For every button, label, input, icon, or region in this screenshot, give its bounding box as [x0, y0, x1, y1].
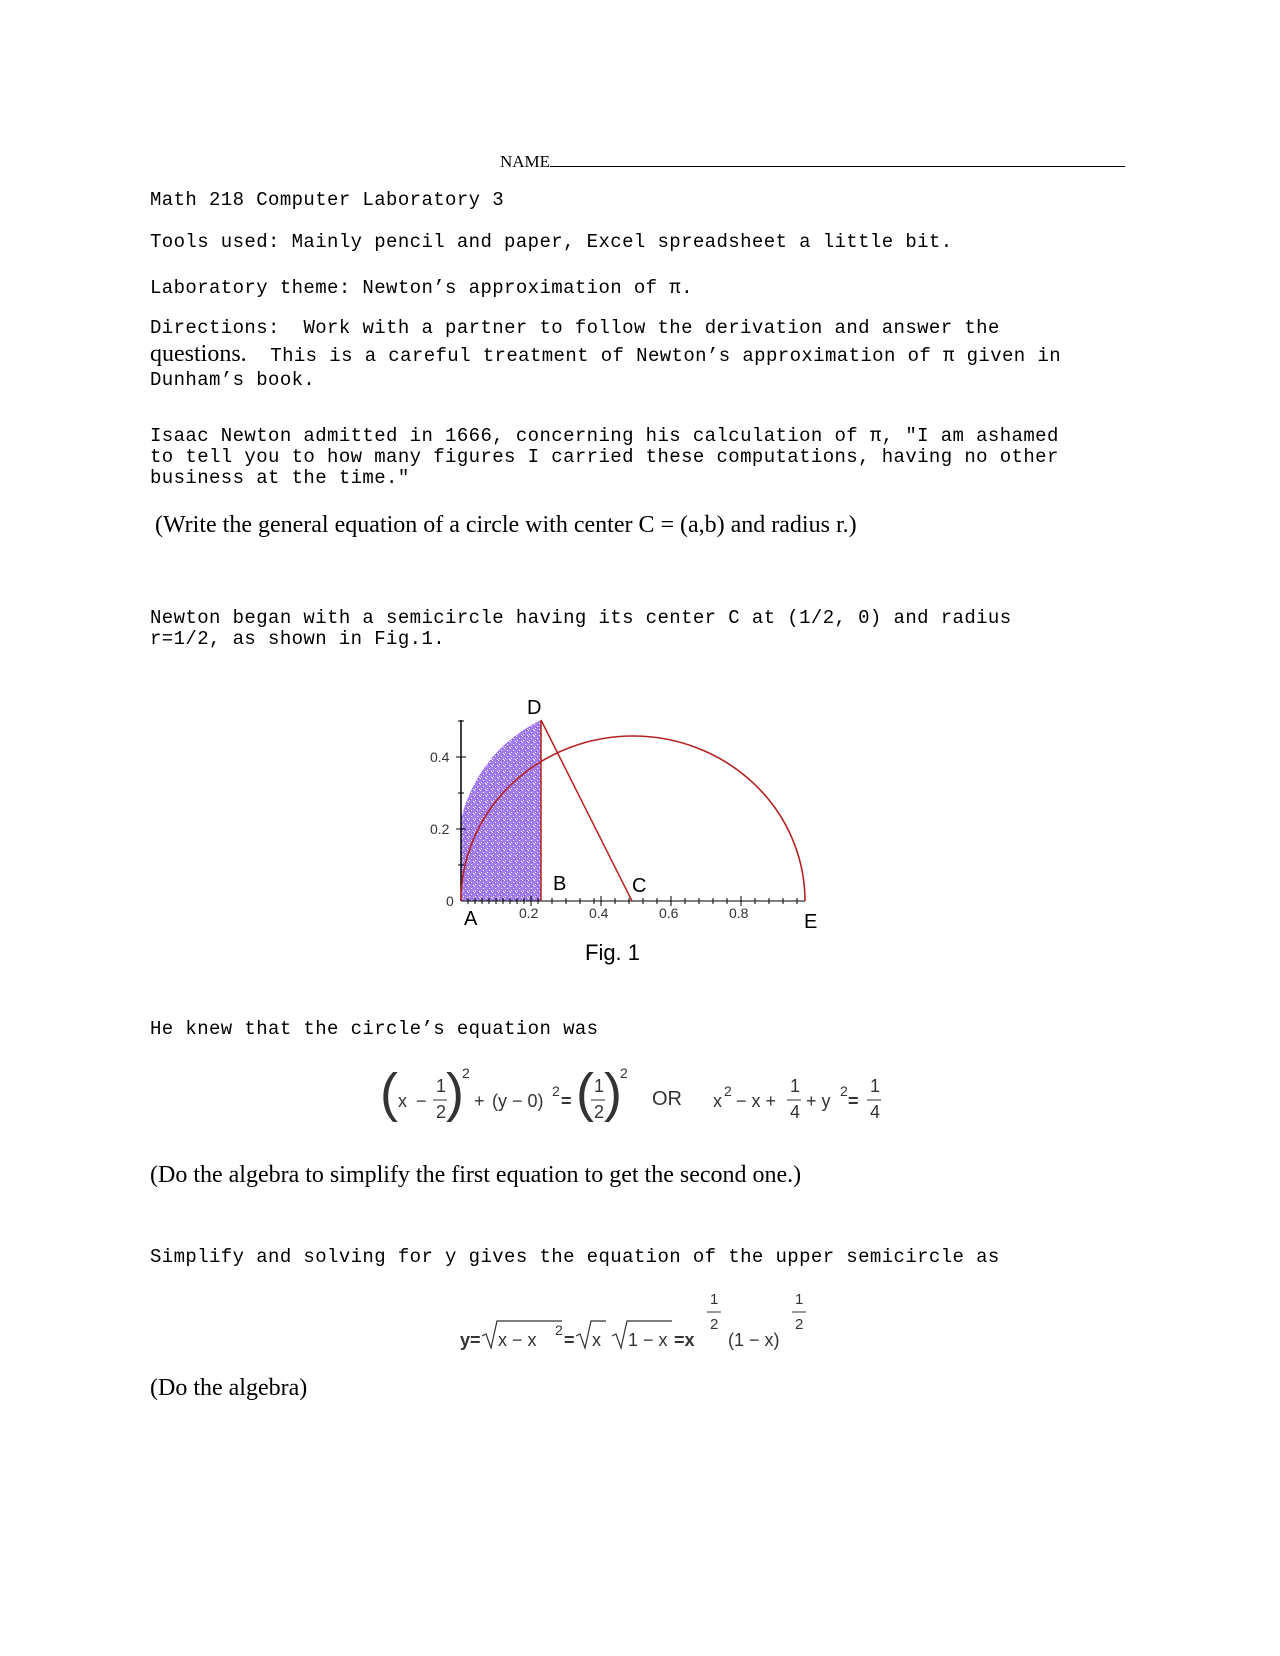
- directions-text1: Work with a partner to follow the derivation and answer the: [303, 317, 1000, 339]
- shaded-region: [461, 720, 541, 901]
- upper-semicircle-intro: Simplify and solving for y gives the equation of the upper semicircle as: [150, 1246, 1000, 1268]
- ueq-paren: (1 − x): [728, 1330, 780, 1350]
- prompt-simplify-first: (Do the algebra to simplify the first equation to get the second one.): [150, 1162, 802, 1188]
- y-tick-label: 0: [446, 893, 454, 909]
- x-tick-label: 0.6: [659, 905, 679, 921]
- figure-1: [420, 700, 840, 980]
- semicircle-intro-line1: Newton began with a semicircle having its center C at (1/2, 0) and radius: [150, 607, 1012, 629]
- tools-line: Tools used: Mainly pencil and paper, Excel spreadsheet a little bit.: [150, 231, 953, 253]
- circle-equation: [380, 1058, 900, 1138]
- eq-frac-num: 1: [870, 1076, 881, 1096]
- name-label: NAME: [500, 152, 551, 171]
- eq-frac-den: 2: [436, 1102, 447, 1122]
- figure-caption: Fig. 1: [585, 940, 641, 965]
- eq-paren-open: (: [576, 1063, 594, 1123]
- y-tick-label: 0.2: [430, 821, 450, 837]
- name-underline[interactable]: [550, 150, 1125, 167]
- eq-frac-num: 1: [436, 1076, 447, 1096]
- theme-line: Laboratory theme: Newton’s approximation of π.: [150, 277, 693, 299]
- eq-exp: 2: [724, 1083, 732, 1099]
- directions-text2: This is a careful treatment of Newton’s approximation of π given in: [270, 345, 1062, 367]
- eq-rhs-plus-y: + y: [806, 1091, 831, 1111]
- questions-word: questions.: [150, 341, 247, 367]
- point-label-b: B: [553, 873, 567, 895]
- point-label-d: D: [527, 700, 542, 719]
- quote-line1: Isaac Newton admitted in 1666, concerning his calculation of π, "I am ashamed: [150, 425, 1059, 447]
- point-label-e: E: [804, 911, 818, 933]
- quote-line3: business at the time.": [150, 467, 410, 489]
- ueq-rad3: 1 − x: [628, 1330, 668, 1350]
- ueq-eq2: =: [564, 1330, 575, 1350]
- semicircle-intro-line2: r=1/2, as shown in Fig.1.: [150, 628, 446, 650]
- upper-semicircle-equation: [460, 1288, 840, 1358]
- eq-exp: 2: [620, 1065, 628, 1081]
- ueq-exp-num: 1: [710, 1291, 719, 1308]
- ueq-exp-den: 2: [795, 1316, 804, 1333]
- ueq-exp-num: 1: [795, 1291, 804, 1308]
- eq-frac-den: 4: [790, 1102, 801, 1122]
- eq-frac-num: 1: [594, 1076, 605, 1096]
- y-tick-label: 0.4: [430, 749, 450, 765]
- eq-paren-open: (: [380, 1063, 398, 1123]
- eq-equals: =: [848, 1091, 859, 1111]
- eq-y-term: (y − 0): [492, 1091, 544, 1111]
- x-tick-label: 0.2: [519, 905, 539, 921]
- sqrt-sign: [576, 1321, 606, 1348]
- eq-rhs-x: x: [713, 1091, 722, 1111]
- directions-label: Directions:: [150, 317, 280, 339]
- eq-frac-den: 2: [594, 1102, 605, 1122]
- circle-eq-intro: He knew that the circle’s equation was: [150, 1018, 599, 1040]
- directions-line2: [150, 341, 1062, 367]
- prompt-circle-equation: (Write the general equation of a circle with center C = (a,b) and radius r.): [155, 512, 857, 538]
- x-tick-label: 0.8: [729, 905, 749, 921]
- eq-x: x: [398, 1091, 407, 1111]
- ueq-rad2: x: [592, 1330, 601, 1350]
- eq-plus: +: [474, 1091, 485, 1111]
- point-label-c: C: [632, 875, 647, 897]
- eq-exp: 2: [840, 1083, 848, 1099]
- eq-frac-den: 4: [870, 1102, 881, 1122]
- course-title: Math 218 Computer Laboratory 3: [150, 189, 505, 211]
- eq-or: OR: [652, 1088, 682, 1110]
- eq-rhs-minus-x: − x +: [736, 1091, 777, 1111]
- eq-paren-close: ): [604, 1063, 622, 1123]
- eq-exp: 2: [552, 1083, 560, 1099]
- eq-equals: =: [561, 1091, 572, 1111]
- directions-line1: [150, 318, 1000, 339]
- eq-minus: −: [416, 1091, 427, 1111]
- prompt-do-algebra: (Do the algebra): [150, 1375, 308, 1401]
- eq-paren-close: ): [446, 1063, 464, 1123]
- name-field[interactable]: [500, 150, 1125, 172]
- eq-frac-num: 1: [790, 1076, 801, 1096]
- x-tick-label: 0.4: [589, 905, 609, 921]
- ueq-eq3: =x: [674, 1330, 695, 1350]
- ueq-exp-den: 2: [710, 1316, 719, 1333]
- ueq-y: y=: [460, 1330, 481, 1350]
- eq-exp: 2: [462, 1065, 470, 1081]
- point-label-a: A: [464, 908, 478, 930]
- ueq-rad1: x − x: [498, 1330, 537, 1350]
- directions-line3: Dunham’s book.: [150, 369, 316, 391]
- ueq-sq: 2: [555, 1322, 563, 1338]
- quote-line2: to tell you to how many figures I carried these computations, having no other: [150, 446, 1059, 468]
